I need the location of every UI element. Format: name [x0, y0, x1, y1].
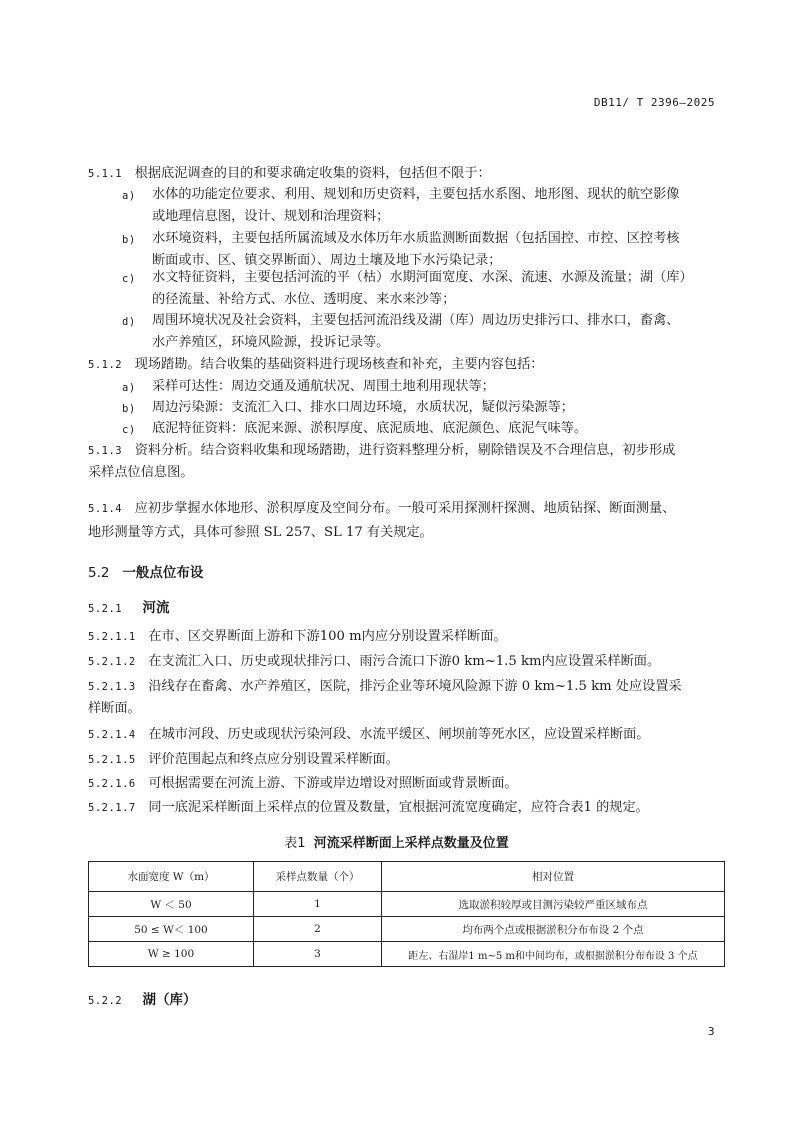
section-heading-5-2-1 — [88, 596, 169, 616]
table-caption-title: 河流采样断面上采样点数量及位置 — [313, 836, 509, 851]
list-item-text: 水文特征资料，主要包括河流的平（枯）水期河面宽度、水深、流速、水源及流量；湖（库） — [152, 270, 693, 285]
clause-text: 资料分析。结合资料收集和现场踏勘，进行资料整理分析，剔除错误及不合理信息，初步形成 — [134, 443, 676, 458]
clause-5-2-1-7 — [88, 800, 649, 816]
page-number: 3 — [707, 1025, 715, 1038]
section-number: 5.2 — [88, 565, 110, 581]
clause-text: 沿线存在畜禽、水产养殖区，医院，排污企业等环境风险源下游 0 km~1.5 km 处应设置采 — [148, 679, 682, 694]
clause-number: 5.1.2 — [88, 359, 123, 371]
list-item-text: 或地理信息图，设计、规划和治理资料； — [152, 209, 390, 224]
table-header-cell: 水面宽度 W（m） — [89, 862, 254, 892]
section-title: 湖（库） — [142, 992, 197, 1008]
clause-text: 评价范围起点和终点应分别设置采样断面。 — [148, 752, 399, 767]
table-cell: 3 — [254, 942, 382, 967]
clause-5-2-1-3 — [88, 679, 682, 695]
list-marker: b) — [122, 403, 136, 415]
list-item-text: 水体的功能定位要求、利用、规划和历史资料，主要包括水系图、地形图、现状的航空影像 — [152, 187, 680, 202]
clause-continuation: 样断面。 — [88, 701, 141, 716]
clause-number: 5.2.1.3 — [88, 681, 136, 693]
clause-5-1-3 — [88, 443, 675, 459]
list-item-text: 周围环境状况及社会资料，主要包括河流沿线及湖（库）周边历史排污口、排水口，畜禽、 — [152, 313, 680, 328]
clause-5-1-4 — [88, 501, 675, 517]
section-title: 一般点位布设 — [122, 565, 204, 581]
list-marker: c) — [122, 273, 136, 285]
clause-text: 在支流汇入口、历史或现状排污口、雨污合流口下游0 km~1.5 km内应设置采样断面。 — [148, 654, 661, 669]
table-cell: 1 — [254, 892, 382, 917]
document-code: DB11/ T 2396—2025 — [593, 96, 715, 109]
clause-5-2-1-4 — [88, 727, 649, 743]
clause-number: 5.2.1.6 — [88, 778, 136, 790]
list-item-text: 采样可达性：周边交通及通航状况、周围土地利用现状等； — [152, 379, 495, 394]
clause-5-1-1 — [88, 166, 491, 182]
clause-text: 同一底泥采样断面上采样点的位置及数量，宜根据河流宽度确定，应符合表1 的规定。 — [148, 800, 649, 815]
clause-text: 根据底泥调查的目的和要求确定收集的资料，包括但不限于： — [134, 166, 491, 181]
table-row — [89, 917, 725, 942]
clause-5-2-1-2 — [88, 654, 660, 670]
table-row — [89, 942, 725, 967]
list-item-text: 水环境资料，主要包括所属流域及水体历年水质监测断面数据（包括国控、市控、区控考核 — [152, 231, 680, 246]
clause-5-2-1-6 — [88, 776, 518, 792]
clause-text: 现场踏勘。结合收集的基础资料进行现场核查和补充，主要内容包括： — [134, 357, 544, 372]
clause-text: 应初步掌握水体地形、淤积厚度及空间分布。一般可采用探测杆探测、地质钻探、断面测量、 — [134, 501, 676, 516]
clause-text: 可根据需要在河流上游、下游或岸边增设对照断面或背景断面。 — [148, 776, 518, 791]
clause-number: 5.2.1.4 — [88, 729, 136, 741]
list-marker: a) — [122, 190, 136, 202]
section-heading-5-2-2 — [88, 988, 196, 1008]
list-item-text: 断面或市、区、镇交界断面）、周边土壤及地下水污染记录； — [152, 253, 502, 268]
clause-continuation: 地形测量等方式，具体可参照 SL 257、SL 17 有关规定。 — [88, 525, 433, 540]
clause-number: 5.2.1.5 — [88, 754, 136, 766]
table-header-cell: 采样点数量（个） — [254, 862, 382, 892]
table-cell: 均布两个点或根据淤积分布布设 2 个点 — [382, 917, 725, 942]
list-marker: a) — [122, 382, 136, 394]
table-header-row — [89, 862, 725, 892]
table-cell: W ＜ 50 — [89, 892, 254, 917]
clause-5-2-1-1 — [88, 629, 507, 645]
sampling-points-table — [88, 861, 725, 967]
list-item-text: 水产养殖区，环境风险源，投诉记录等。 — [152, 335, 390, 350]
list-item-text: 周边污染源：支流汇入口、排水口周边环境，水质状况，疑似污染源等； — [152, 400, 574, 415]
clause-text: 在城市河段、历史或现状污染河段、水流平缓区、闸坝前等死水区，应设置采样断面。 — [148, 727, 650, 742]
table-cell: W ≥ 100 — [89, 942, 254, 967]
list-marker: b) — [122, 234, 136, 246]
list-item-text: 底泥特征资料：底泥来源、淤积厚度、底泥质地、底泥颜色、底泥气味等。 — [152, 421, 588, 436]
table-cell: 2 — [254, 917, 382, 942]
section-number: 5.2.1 — [88, 603, 123, 615]
table-row — [89, 892, 725, 917]
section-title: 河流 — [142, 600, 170, 616]
clause-5-2-1-5 — [88, 752, 399, 768]
clause-5-1-2 — [88, 357, 544, 373]
clause-continuation: 采样点位信息图。 — [88, 465, 194, 480]
clause-number: 5.2.1.1 — [88, 631, 136, 643]
table-cell: 距左、右湿岸1 m~5 m和中间均布，或根据淤积分布布设 3 个点 — [382, 942, 725, 967]
clause-text: 在市、区交界断面上游和下游100 m内应分别设置采样断面。 — [148, 629, 507, 644]
list-item-text: 的径流量、补给方式、水位、透明度、来水来沙等； — [152, 292, 456, 307]
table-cell: 50 ≤ W＜ 100 — [89, 917, 254, 942]
clause-number: 5.1.1 — [88, 168, 123, 180]
clause-number: 5.2.1.2 — [88, 656, 136, 668]
section-number: 5.2.2 — [88, 995, 123, 1007]
table-caption-number: 表1 — [284, 836, 306, 851]
list-marker: c) — [122, 424, 136, 436]
clause-number: 5.1.3 — [88, 445, 123, 457]
list-marker: d) — [122, 316, 136, 328]
table-caption — [0, 832, 793, 851]
clause-number: 5.1.4 — [88, 503, 123, 515]
section-heading-5-2 — [88, 561, 203, 581]
table-header-cell: 相对位置 — [382, 862, 725, 892]
table-cell: 选取淤积较厚或目测污染较严重区域布点 — [382, 892, 725, 917]
clause-number: 5.2.1.7 — [88, 802, 136, 814]
